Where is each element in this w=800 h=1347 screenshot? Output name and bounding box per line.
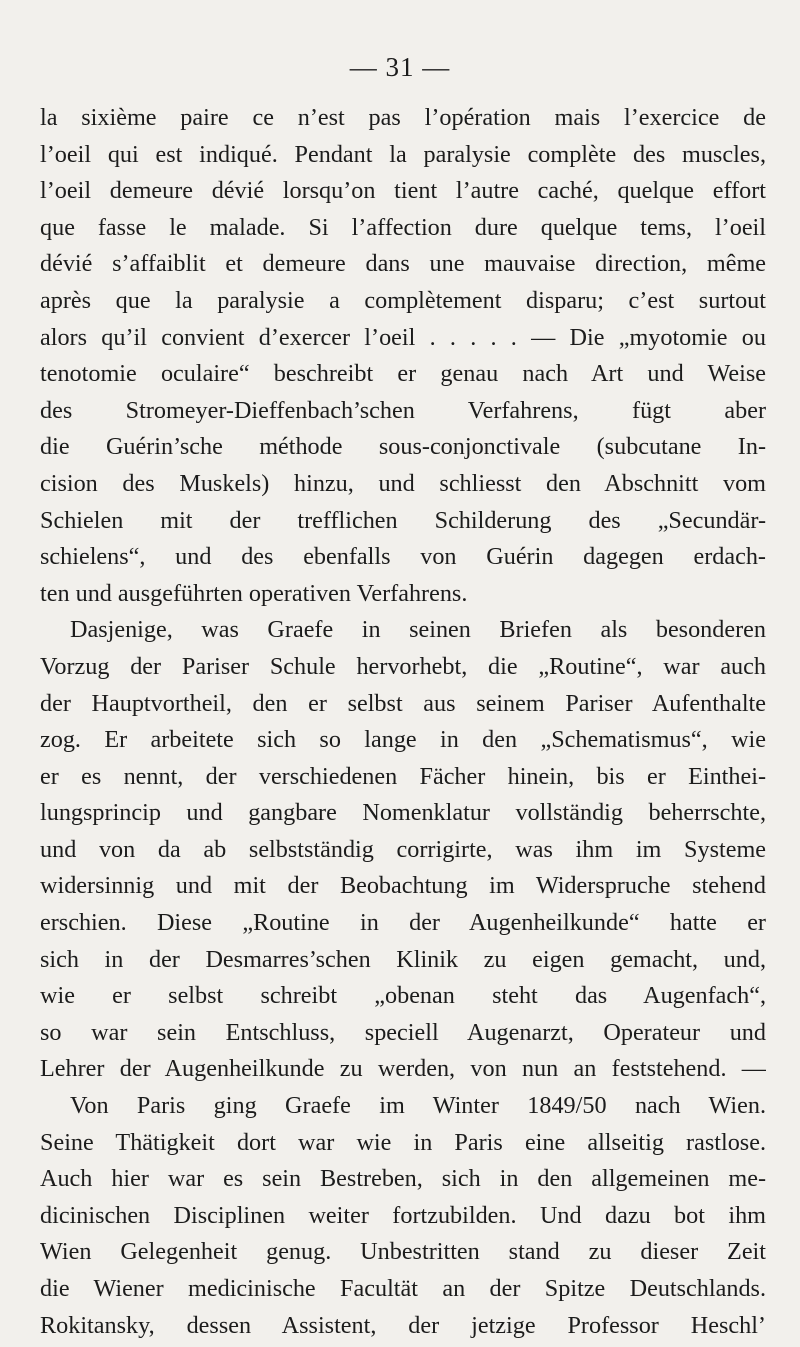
text-line: dévié s’affaiblit et demeure dans une mauvaise direction, même [40,250,766,278]
text-line: la sixième paire ce n’est pas l’opération mais l’exercice de [40,104,766,131]
text-line: l’oeil demeure dévié lorsqu’on tient l’autre caché, quelque effort [40,177,766,205]
text-line: Dasjenige, was Graefe in seinen Briefen als besonderen [70,616,766,644]
page-number: — 31 — [349,52,451,82]
text-line: wie er selbst schreibt „obenan steht das Augenfach“, [40,982,766,1010]
text-line: après que la paralysie a complètement disparu; c’est surtout [40,286,766,314]
text-line: Schielen mit der trefflichen Schilderung des „Secundär- [40,506,766,534]
text-line: l’oeil qui est indiqué. Pendant la paralysie complète des muscles, [40,140,766,168]
body-text [40,100,766,1344]
text-line: erschien. Diese „Routine in der Augenheilkunde“ hatte er [40,909,766,937]
text-line: der Hauptvortheil, den er selbst aus seinem Pariser Aufenthalte [40,689,766,717]
text-line: zog. Er arbeitete sich so lange in den „Schematismus“, wie [40,726,766,754]
text-line: Seine Thätigkeit dort war wie in Paris eine allseitig rastlose. [40,1128,766,1156]
text-line: cision des Muskels) hinzu, und schliesst den Abschnitt vom [40,469,766,497]
text-line: die Wiener medicinische Facultät an der Spitze Deutschlands. [40,1275,766,1302]
text-line: tenotomie oculaire“ beschreibt er genau nach Art und Weise [40,360,766,388]
text-line: alors qu’il convient d’exercer l’oeil . . . . . — Die „myotomie ou [40,323,766,351]
text-line: er es nennt, der verschiedenen Fächer hinein, bis er Einthei- [40,762,766,790]
text-line: und von da ab selbstständig corrigirte, was ihm im Systeme [40,835,766,863]
text-line: die Guérin’sche méthode sous-conjonctivale (subcutane In- [40,433,766,461]
text-line: lungsprincip und gangbare Nomenklatur vollständig beherrschte, [40,799,766,827]
text-line: que fasse le malade. Si l’affection dure quelque tems, l’oeil [40,213,766,241]
text-line: sich in der Desmarres’schen Klinik zu eigen gemacht, und, [40,945,766,973]
text-line: ten und ausgeführten operativen Verfahrens. [40,579,468,607]
text-line: so war sein Entschluss, speciell Augenarzt, Operateur und [40,1018,766,1046]
text-line: Lehrer der Augenheilkunde zu werden, von nun an feststehend. — [40,1055,766,1083]
text-line: Auch hier war es sein Bestreben, sich in den allgemeinen me- [40,1165,766,1193]
text-line: Vorzug der Pariser Schule hervorhebt, die „Routine“, war auch [40,652,766,680]
text-line: dicinischen Disciplinen weiter fortzubilden. Und dazu bot ihm [40,1201,766,1229]
text-line: des Stromeyer-Dieffenbach’schen Verfahrens, fügt aber [40,396,766,424]
text-line: Rokitansky, dessen Assistent, der jetzige Professor Heschl’ [40,1311,766,1339]
text-line: schielens“, und des ebenfalls von Guérin dagegen erdach- [40,543,766,571]
text-line: widersinnig und mit der Beobachtung im Widerspruche stehend [40,872,766,900]
text-line: Wien Gelegenheit genug. Unbestritten stand zu dieser Zeit [40,1238,766,1266]
text-line: Von Paris ging Graefe im Winter 1849/50 nach Wien. [70,1092,766,1120]
